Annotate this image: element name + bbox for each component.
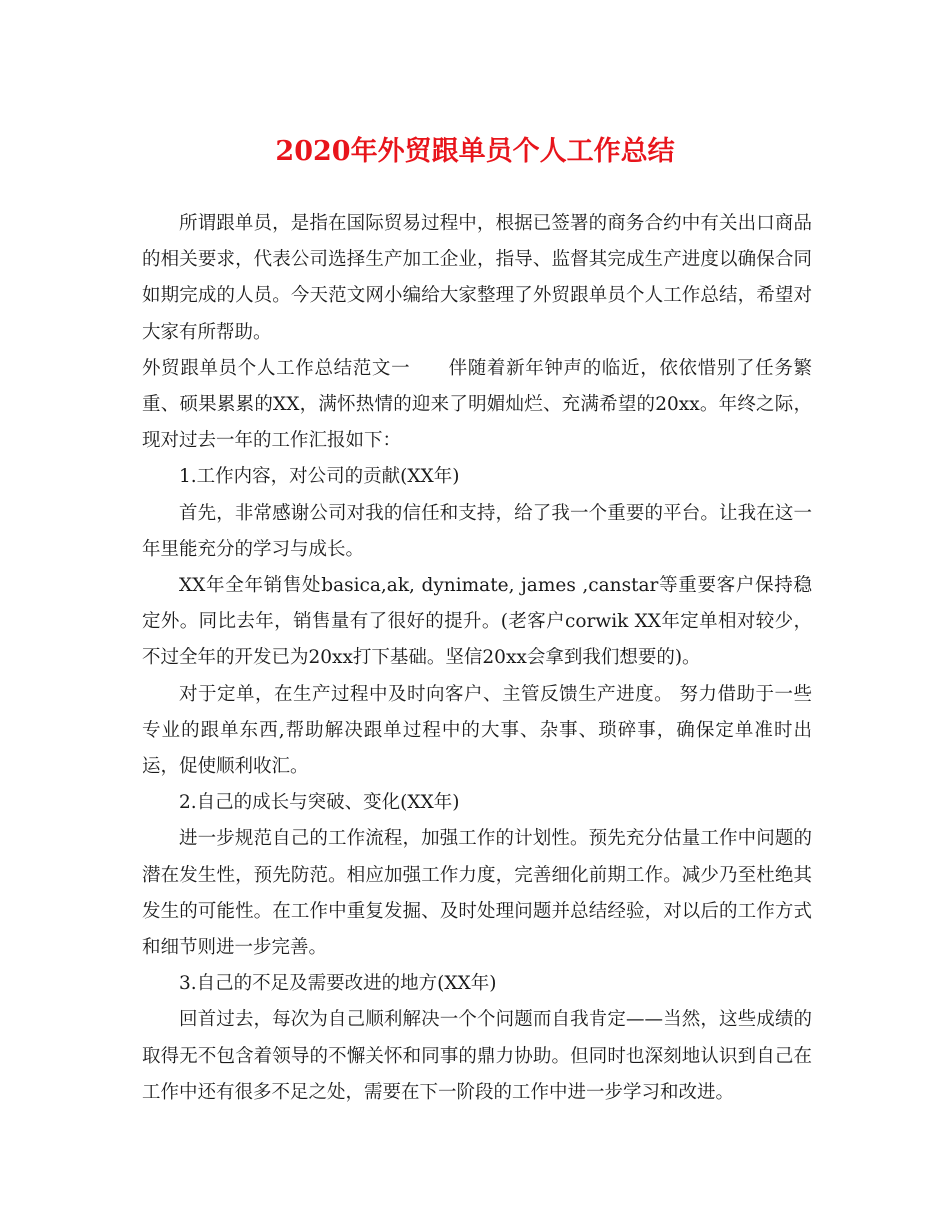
paragraph-gratitude: 首先，非常感谢公司对我的信任和支持，给了我一个重要的平台。让我在这一年里能充分的学习与成长。 xyxy=(142,502,812,560)
paragraph-review: 回首过去，每次为自己顺利解决一个个问题而自我肯定——当然，这些成绩的取得无不包含着领导的不懈关怀和同事的鼎力协助。但同时也深刻地认识到自己在工作中还有很多不足之处，需要在下一阶段的工作中进一步学习和改进。 xyxy=(142,1009,812,1103)
section-heading-shortcomings: 3.自己的不足及需要改进的地方(XX年) xyxy=(179,973,497,995)
section-heading-growth: 2.自己的成长与突破、变化(XX年) xyxy=(179,792,460,814)
paragraph-orders: 对于定单，在生产过程中及时向客户、主管反馈生产进度。 努力借助于一些专业的跟单东西,帮助解决跟单过程中的大事、杂事、琐碎事，确保定单准时出运，促使顺利收汇。 xyxy=(142,683,812,778)
paragraph-sales: XX年全年销售处basica,ak, dynimate, james ,canstar等重要客户保持稳定外。同比去年，销售量有了很好的提升。(老客户corwik XX年定单相对较少，不过全年的开发已为20xx打下基础。坚信20xx会拿到我们想要的)。 xyxy=(142,575,812,669)
document-body xyxy=(142,206,812,1111)
section-heading-work-content: 1.工作内容，对公司的贡献(XX年) xyxy=(179,466,460,488)
paragraph-workflow: 进一步规范自己的工作流程，加强工作的计划性。预先充分估量工作中问题的潜在发生性，预先防范。相应加强工作力度，完善细化前期工作。减少乃至杜绝其发生的可能性。在工作中重复发掘、及时处理问题并总结经验，对以后的工作方式和细节则进一步完善。 xyxy=(142,828,812,959)
paragraph-sample-one-opening: 外贸跟单员个人工作总结范文一 伴随着新年钟声的临近，依依惜别了任务繁重、硕果累累的XX，满怀热情的迎来了明媚灿烂、充满希望的20xx。年终之际，现对过去一年的工作汇报如下： xyxy=(142,357,812,452)
paragraph-intro: 所谓跟单员，是指在国际贸易过程中，根据已签署的商务合约中有关出口商品的相关要求，代表公司选择生产加工企业，指导、监督其完成生产进度以确保合同如期完成的人员。今天范文网小编给大家整理了外贸跟单员个人工作总结，希望对大家有所帮助。 xyxy=(142,213,812,343)
document-title: 2020年外贸跟单员个人工作总结 xyxy=(275,136,675,167)
